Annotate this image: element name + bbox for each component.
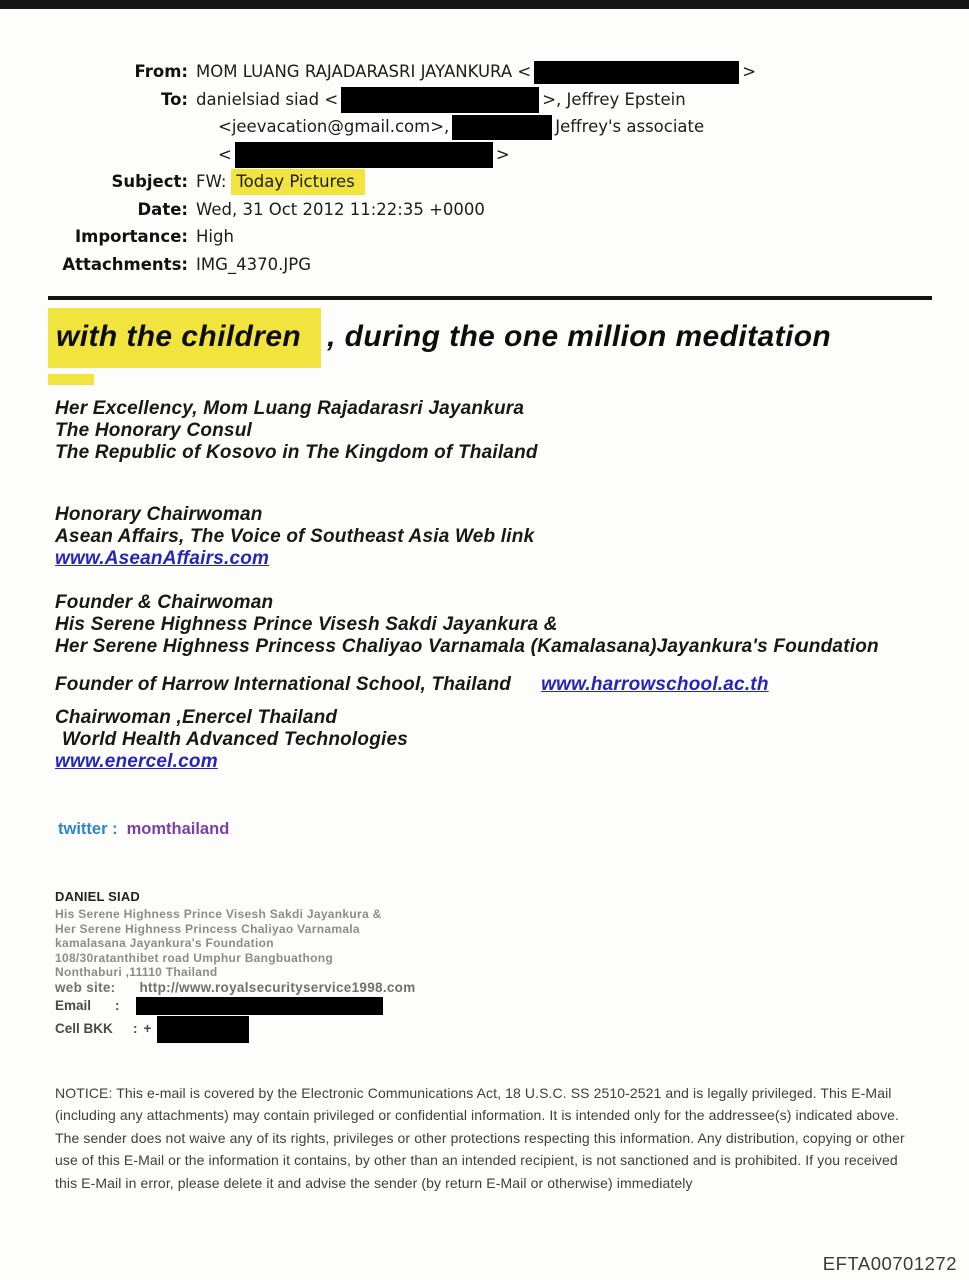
redaction-bar (534, 61, 739, 84)
cell-plus-sign: + (143, 1021, 152, 1037)
signature-block-foundation (55, 592, 879, 658)
legal-notice (55, 1082, 905, 1194)
signature-line: Asean Affairs, The Voice of Southeast Asia Web link (55, 526, 535, 547)
redaction-bar (341, 87, 539, 113)
to-label: To: (161, 89, 188, 109)
signature-block-enercel (55, 707, 408, 773)
to-value-line2 (218, 113, 704, 141)
header-row-to-1 (0, 86, 969, 114)
subject-highlighted-text: Today Pictures (231, 169, 364, 195)
to-recipient-3: Jeffrey's associate (555, 117, 705, 136)
header-row-attachments (0, 251, 969, 279)
signature-line: Honorary Chairwoman (55, 504, 263, 525)
royal-security-url: http://www.royalsecurityservice1998.com (139, 980, 416, 995)
signature-line: Chairwoman ,Enercel Thailand (55, 707, 338, 728)
signature-line: kamalasana Jayankura's Foundation (55, 936, 274, 951)
to-recipient-2-address: <jeevacation@gmail.com>, (218, 117, 450, 136)
empty-label (0, 113, 188, 141)
to-angle-open: < (218, 144, 232, 164)
header-row-from (0, 58, 969, 86)
from-label: From: (134, 62, 188, 81)
header-row-to-2 (0, 113, 969, 141)
notice-line: this E-Mail in error, please delete it and advise the sender (by return E-Mail or otherwise) immediately (55, 1174, 693, 1191)
to-recipient-2: >, Jeffrey Epstein (542, 89, 686, 109)
harrow-school-link[interactable]: www.harrowschool.ac.th (541, 674, 769, 695)
notice-line: use of this E-Mail or the information it contains, by other than an intended recipient, is not sanctioned and is prohibited. If you received (55, 1152, 898, 1169)
subject-value (196, 168, 365, 196)
from-close: > (742, 62, 757, 81)
notice-line: The sender does not waive any of its rights, privileges or other protections respecting this information. Any distribution, copying or other (55, 1129, 905, 1146)
to-angle-close: > (495, 144, 510, 164)
importance-label: Importance: (75, 227, 188, 246)
signature-line: His Serene Highness Prince Visesh Sakdi Jayankura & (55, 907, 382, 921)
website-label: web site: (55, 980, 116, 995)
importance-value: High (196, 227, 234, 246)
header-row-importance (0, 223, 969, 251)
scan-top-edge-bar (0, 0, 969, 9)
subject-prefix: FW: (196, 172, 227, 191)
email-header (0, 58, 969, 278)
signature-line-harrow (55, 674, 769, 696)
signature-line: Her Serene Highness Princess Chaliyao Varnamala (55, 921, 360, 936)
separator-rule (48, 296, 932, 300)
to-value-line3 (218, 141, 510, 169)
daniel-siad-name: DANIEL SIAD (55, 889, 141, 904)
title-highlighted-text: with the children (48, 308, 321, 368)
to-recipient-1: danielsiad siad < (196, 89, 339, 109)
redaction-bar (452, 115, 552, 140)
twitter-line (58, 820, 229, 839)
to-value-line1 (196, 86, 686, 114)
daniel-signature-lines (55, 907, 382, 980)
signature-block-titles (55, 398, 538, 464)
bates-number: EFTA00701272 (822, 1253, 957, 1274)
header-row-subject (0, 168, 969, 196)
cell-colon: : (133, 1021, 138, 1037)
twitter-label: twitter : (58, 820, 118, 838)
signature-block-asean (55, 504, 534, 570)
signature-line: The Honorary Consul (55, 420, 252, 441)
header-row-date (0, 196, 969, 224)
redaction-bar (235, 142, 493, 168)
email-body-title (48, 308, 831, 368)
signature-line: Her Serene Highness Princess Chaliyao Varnamala (Kamalasana)Jayankura's Foundation (55, 636, 879, 657)
signature-line: Founder & Chairwoman (55, 592, 274, 613)
harrow-text: Founder of Harrow International School, Thailand (55, 674, 512, 695)
date-value: Wed, 31 Oct 2012 11:22:35 +0000 (196, 199, 485, 219)
header-row-to-3 (0, 141, 969, 169)
subject-label: Subject: (111, 172, 188, 191)
signature-line: The Republic of Kosovo in The Kingdom of Thailand (55, 442, 538, 463)
redaction-bar (136, 997, 383, 1015)
signature-line: World Health Advanced Technologies (62, 729, 409, 750)
cell-row (55, 1016, 252, 1043)
signature-line: 108/30ratanthibet road Umphur Bangbuathong (55, 950, 333, 965)
signature-line: Nonthaburi ,11110 Thailand (55, 965, 218, 980)
attachments-label: Attachments: (62, 254, 188, 274)
date-label: Date: (137, 199, 188, 219)
title-rest-text: , during the one million meditation (327, 320, 832, 353)
email-colon: : (115, 998, 120, 1013)
enercel-link[interactable]: www.enercel.com (55, 751, 218, 772)
highlight-remnant-mark (48, 374, 94, 385)
from-name: MOM LUANG RAJADARASRI JAYANKURA < (196, 62, 532, 81)
twitter-handle: momthailand (126, 820, 230, 838)
asean-affairs-link[interactable]: www.AseanAffairs.com (55, 548, 270, 569)
cell-label: Cell BKK (55, 1021, 113, 1037)
attachment-filename: IMG_4370.JPG (196, 254, 311, 274)
signature-line: His Serene Highness Prince Visesh Sakdi Jayankura & (55, 614, 558, 635)
email-row (55, 996, 386, 1016)
notice-line: (including any attachments) may contain privileged or confidential information. It is intended only for the addressee(s) indicated above. (55, 1107, 900, 1124)
from-value (196, 58, 756, 86)
empty-label (0, 141, 188, 169)
website-row (55, 980, 416, 995)
redaction-bar (157, 1016, 249, 1043)
email-label: Email (55, 998, 92, 1013)
notice-line: NOTICE: This e-mail is covered by the Electronic Communications Act, 18 U.S.C. SS 2510-2521 and is legally privileged. This E-Mail (55, 1085, 892, 1101)
signature-line: Her Excellency, Mom Luang Rajadarasri Jayankura (55, 398, 525, 419)
